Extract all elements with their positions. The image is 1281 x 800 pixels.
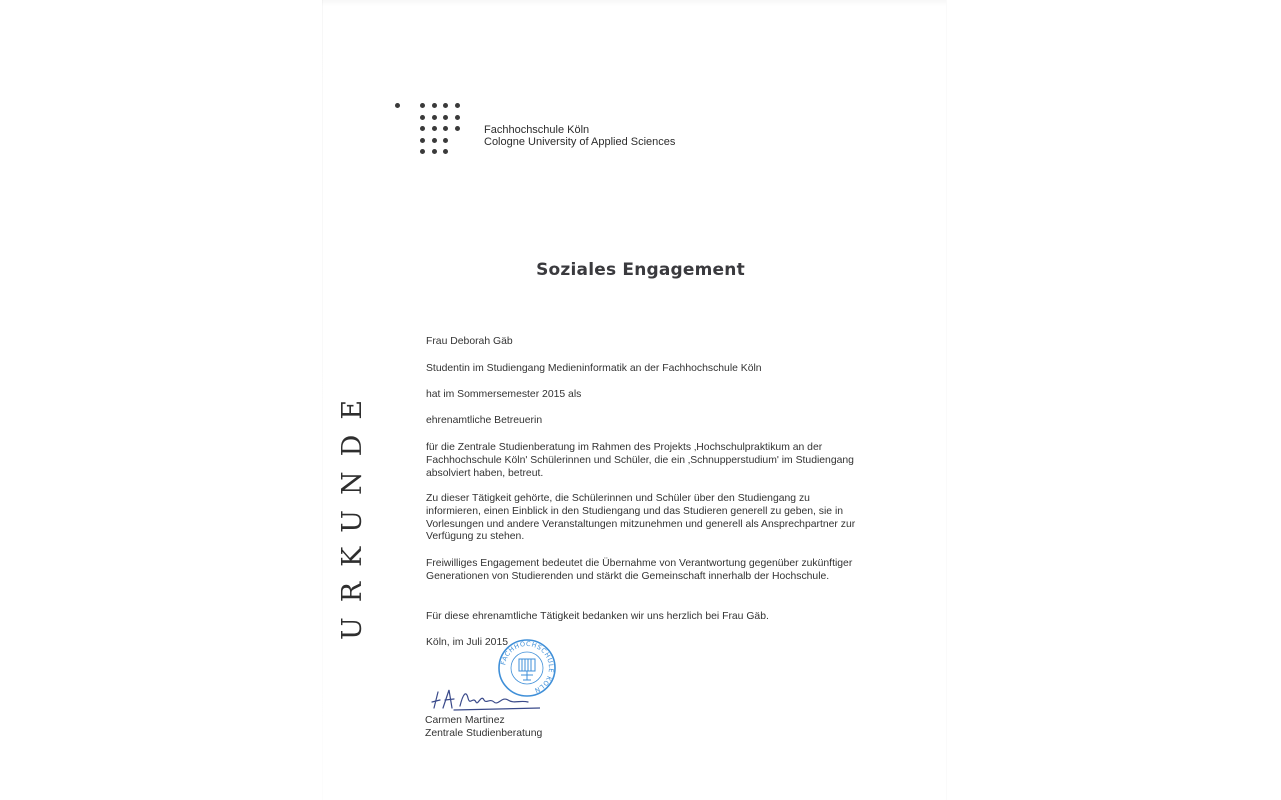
logo-dot	[443, 115, 448, 120]
study-program: Studentin im Studiengang Medieninformatik an der Fachhochschule Köln	[426, 363, 762, 374]
handwritten-signature	[430, 684, 540, 714]
stamp-text: FACHHOCHSCHULE KÖLN	[499, 639, 556, 695]
paper-edge	[946, 0, 947, 800]
semester-line: hat im Sommersemester 2015 als	[426, 389, 582, 400]
logo-dot	[420, 138, 425, 143]
paragraph-duties: Zu dieser Tätigkeit gehörte, die Schülerinnen und Schüler über den Studiengang zu informieren, einen Einblick in den Studiengang und das Studieren generell zu geben, sie in Vorlesungen und andere Veranstaltungen mitzunehmen und generell als Ansprechpartner zur Verfügung zu stehen.	[426, 493, 856, 543]
logo-name-de: Fachhochschule Köln	[484, 124, 590, 136]
logo-dot	[455, 115, 460, 120]
recipient-name: Frau Deborah Gäb	[426, 336, 513, 347]
signer-department: Zentrale Studienberatung	[425, 728, 543, 739]
paper-edge	[322, 0, 323, 800]
logo-dot	[420, 149, 425, 154]
logo-dot	[443, 149, 448, 154]
logo-dot	[443, 103, 448, 108]
logo-dot	[432, 149, 437, 154]
logo-dot	[420, 126, 425, 131]
paper-top-shadow	[322, 0, 946, 6]
logo-dot	[432, 126, 437, 131]
document-title: Soziales Engagement	[536, 260, 745, 280]
logo-dot	[432, 103, 437, 108]
signer-block	[425, 714, 542, 740]
logo-dot	[455, 103, 460, 108]
paragraph-project: für die Zentrale Studienberatung im Rahmen des Projekts ‚Hochschulpraktikum an der Fachhochschule Köln' Schülerinnen und Schüler, die ein ‚Schnupperstudium' im Studiengang absolviert haben, betreut.	[426, 442, 854, 479]
place-date: Köln, im Juli 2015	[426, 637, 509, 648]
logo-dot	[443, 138, 448, 143]
side-label-urkunde: URKUNDE	[337, 384, 368, 640]
logo-dot	[455, 126, 460, 131]
logo-text	[484, 124, 675, 148]
logo-dot	[395, 103, 400, 108]
signer-name: Carmen Martinez	[425, 715, 505, 726]
role-line: ehrenamtliche Betreuerin	[426, 415, 543, 426]
dot-grid-logo-icon	[393, 101, 473, 161]
logo-name-en: Cologne University of Applied Sciences	[484, 136, 676, 148]
logo-dot	[432, 138, 437, 143]
paragraph-engagement: Freiwilliges Engagement bedeutet die Übernahme von Verantwortung gegenüber zukünftiger Generationen von Studierenden und stärkt die Gemeinschaft innerhalb der Hochschule.	[426, 558, 853, 582]
logo-dot	[443, 126, 448, 131]
thanks-line: Für diese ehrenamtliche Tätigkeit bedanken wir uns herzlich bei Frau Gäb.	[426, 611, 769, 622]
logo-dot	[420, 103, 425, 108]
logo-dot	[420, 115, 425, 120]
university-logo	[393, 101, 693, 161]
logo-dot	[432, 115, 437, 120]
